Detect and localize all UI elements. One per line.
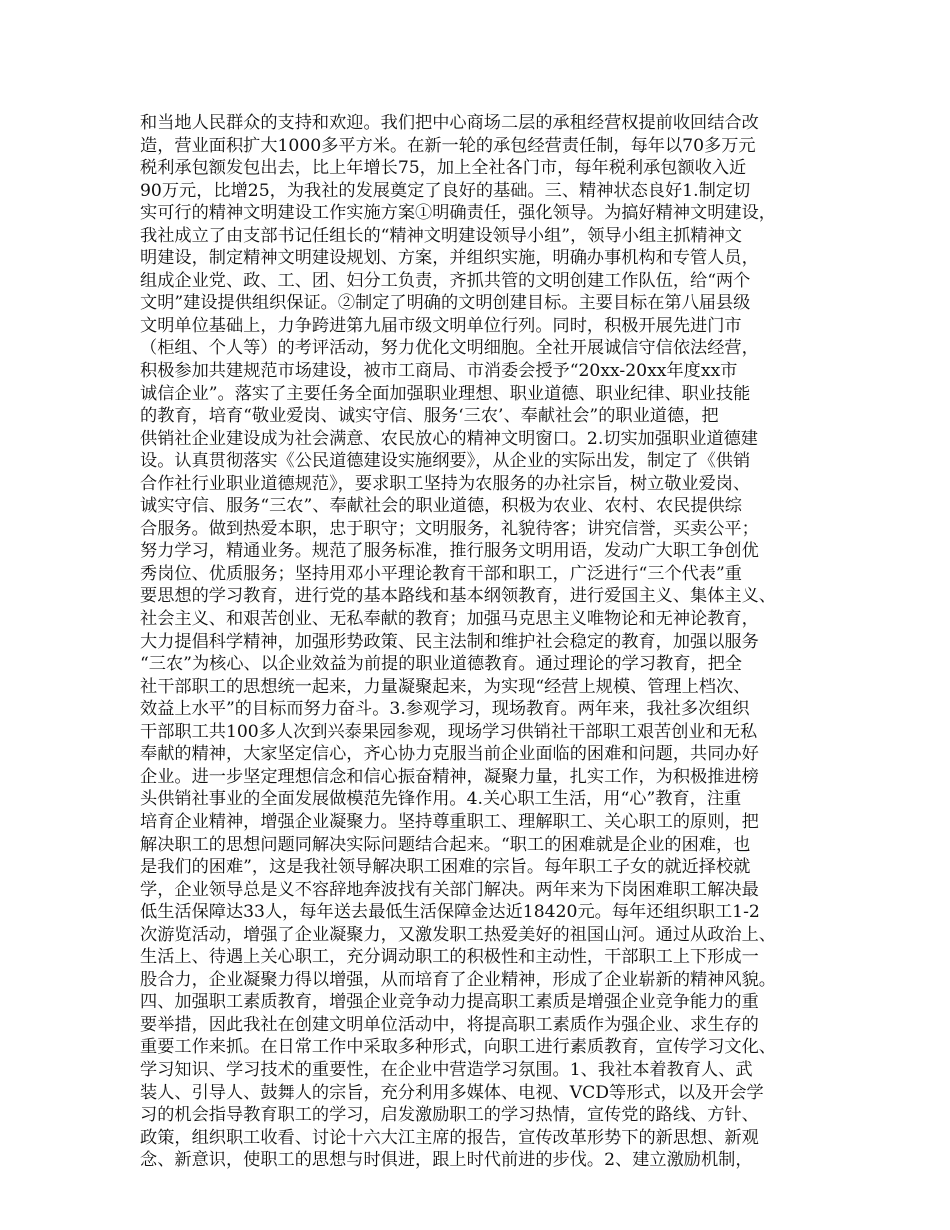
text-line: 念、新意识，使职工的思想与时俱进，跟上时代前进的步伐。2、建立激励机制，: [140, 1150, 753, 1171]
text-line: 学，企业领导总是义不容辞地奔波找有关部门解决。两年来为下岗困难职工解决最: [140, 879, 759, 900]
text-line: 重要工作来抓。在日常工作中采取多种形式，向职工进行素质教育，宣传学习文化、: [140, 1037, 776, 1058]
text-line: 积极参加共建规范市场建设，被市工商局、市消委会授予“20xx-20xx年度xx市: [140, 361, 738, 382]
text-line: 要思想的学习教育，进行党的基本路线和基本纲领教育，进行爱国主义、集体主义、: [140, 586, 776, 607]
text-line: 股合力，企业凝聚力得以增强，从而培育了企业精神，形成了企业崭新的精神风貌。: [140, 969, 776, 990]
text-line: 实可行的精神文明建设工作实施方案①明确责任，强化领导。为搞好精神文明建设，: [140, 203, 776, 224]
text-line: 文明单位基础上，力争跨进第九届市级文明单位行列。同时，积极开展先进门市: [140, 315, 742, 336]
text-line: 供销社企业建设成为社会满意、农民放心的精神文明窗口。2.切实加强职业道德建: [140, 428, 758, 449]
text-line: 社干部职工的思想统一起来，力量凝聚起来，为实现“经营上规模、管理上档次、: [140, 676, 751, 697]
text-line: 90万元，比增25，为我社的发展奠定了良好的基础。三、精神状态良好1.制定切: [140, 180, 751, 201]
text-line: 干部职工共100多人次到兴泰果园参观，现场学习供销社干部职工艰苦创业和无私: [140, 721, 758, 742]
text-line: “三农”为核心、以企业效益为前提的职业道德教育。通过理论的学习教育，把全: [140, 654, 742, 675]
text-line: 效益上水平”的目标而努力奋斗。3.参观学习，现场教育。两年来，我社多次组织: [140, 699, 750, 720]
text-line: 培育企业精神，增强企业凝聚力。坚持尊重职工、理解职工、关心职工的原则，把: [140, 811, 759, 832]
text-line: 头供销社事业的全面发展做模范先锋作用。4.关心职工生活，用“心”教育，注重: [140, 789, 742, 810]
text-line: 生活上、待遇上关心职工，充分调动职工的积极性和主动性，干部职工上下形成一: [140, 947, 759, 968]
text-line: 诚实守信、服务“三农”、奉献社会的职业道德，积极为农业、农村、农民提供综: [140, 496, 742, 517]
text-line: 合作社行业职业道德规范》，要求职工坚持为农服务的办社宗旨，树立敬业爱岗、: [140, 473, 751, 494]
text-line: 学习知识、学习技术的重要性，在企业中营造学习氛围。1、我社本着教育人、武: [140, 1059, 753, 1080]
text-line: 要举措，因此我社在创建文明单位活动中，将提高职工素质作为强企业、求生存的: [140, 1014, 759, 1035]
text-line: 低生活保障达33人，每年送去最低生活保障金达近18420元。每年还组织职工1-2: [140, 902, 760, 923]
text-line: 努力学习，精通业务。规范了服务标准，推行服务文明用语，发动广大职工争创优: [140, 541, 759, 562]
text-line: 企业。进一步坚定理想信念和信心振奋精神，凝聚力量，扎实工作，为积极推进榜: [140, 766, 759, 787]
text-line: 是我们的困难”，这是我社领导解决职工困难的宗旨。每年职工子女的就近择校就: [140, 857, 751, 878]
text-line: 明建设，制定精神文明建设规划、方案，并组织实施，明确办事机构和专管人员，: [140, 248, 759, 269]
text-line: 税利承包额发包出去，比上年增长75，加上全社各门市，每年税利承包额收入近: [140, 158, 747, 179]
text-line: 的教育，培育“敬业爱岗、诚实守信、服务‘三农’、奉献社会”的职业道德，把: [140, 406, 719, 427]
body-text: [140, 112, 830, 1172]
text-line: 秀岗位、优质服务；坚持用邓小平理论教育干部和职工，广泛进行“三个代表”重: [140, 563, 742, 584]
text-line: 造，营业面积扩大1000多平方米。在新一轮的承包经营责任制，每年以70多万元: [140, 135, 756, 156]
text-line: 奉献的精神，大家坚定信心，齐心协力克服当前企业面临的困难和问题，共同办好: [140, 744, 759, 765]
text-line: 政策，组织职工收看、讨论十六大江主席的报告，宣传改革形势下的新思想、新观: [140, 1127, 759, 1148]
text-line: 合服务。做到热爱本职，忠于职守；文明服务，礼貌待客；讲究信誉，买卖公平；: [140, 518, 759, 539]
text-line: 诚信企业”。落实了主要任务全面加强职业理想、职业道德、职业纪律、职业技能: [140, 383, 751, 404]
text-line: 习的机会指导教育职工的学习，启发激励职工的学习热情，宣传党的路线、方针、: [140, 1105, 759, 1126]
text-line: 解决职工的思想问题同解决实际问题结合起来。“职工的困难就是企业的困难，也: [140, 834, 751, 855]
text-line: 我社成立了由支部书记任组长的“精神文明建设领导小组”，领导小组主抓精神文: [140, 225, 742, 246]
text-line: 组成企业党、政、工、团、妇分工负责，齐抓共管的文明创建工作队伍，给“两个: [140, 270, 751, 291]
text-line: 四、加强职工素质教育，增强企业竞争动力提高职工素质是增强企业竞争能力的重: [140, 992, 759, 1013]
text-line: （柜组、个人等）的考评活动，努力优化文明细胞。全社开展诚信守信依法经营，: [140, 338, 759, 359]
text-line: 和当地人民群众的支持和欢迎。我们把中心商场二层的承租经营权提前收回结合改: [140, 113, 759, 133]
text-line: 装人、引导人、鼓舞人的宗旨，充分利用多媒体、电视、VCD等形式，以及开会学: [140, 1082, 764, 1103]
text-line: 大力提倡科学精神，加强形势政策、民主法制和维护社会稳定的教育，加强以服务: [140, 631, 759, 652]
text-line: 设。认真贯彻落实《公民道德建设实施纲要》，从企业的实际出发，制定了《供销: [140, 451, 751, 472]
text-line: 社会主义、和艰苦创业、无私奉献的教育；加强马克思主义唯物论和无神论教育，: [140, 609, 759, 630]
text-line: 次游览活动，增强了企业凝聚力，又激发职工热爱美好的祖国山河。通过从政治上、: [140, 924, 776, 945]
text-line: 文明”建设提供组织保证。②制定了明确的文明创建目标。主要目标在第八届县级: [140, 293, 751, 314]
